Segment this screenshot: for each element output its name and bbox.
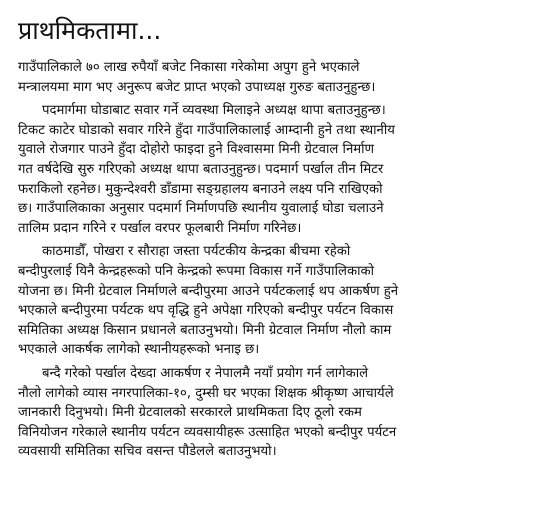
- paragraph-line: भएकाले बन्दीपुरमा पर्यटक थप वृद्धि हुने अपेक्षा गरिएको बन्दीपुर पर्यटन विकास: [18, 303, 394, 319]
- paragraph-line: बन्दै गरेको पर्खाल देख्दा आकर्षण र नेपालमै नयाँ प्रयोग गर्न लागेकाले: [42, 365, 369, 381]
- paragraph-line: टिकट काटेर घोडाको सवार गरिने हुँदा गाउँपालिकालाई आम्दानी हुने तथा स्थानीय: [18, 122, 395, 138]
- paragraph-line: तालिम प्रदान गरिने र पर्खाल वरपर फूलबारी निर्माण गरिनेछ।: [18, 220, 302, 236]
- paragraph-line: व्यवसायी समितिका सचिव वसन्त पौडेलले बताउनुभयो।: [18, 444, 277, 460]
- article-body: [18, 58, 517, 462]
- article-paragraph: [18, 58, 517, 97]
- paragraph-line: जानकारी दिनुभयो। मिनी ग्रेटवालको सरकारले प्राथमिकता दिए ठूलो रकम: [18, 405, 362, 421]
- paragraph-line: गाउँपालिकाले ७० लाख रुपैयाँ बजेट निकासा गरेकोमा अपुग हुने भएकाले: [18, 60, 360, 75]
- paragraph-line: भएकाले आकर्षक लागेको स्थानीयहरूको भनाइ छ।: [18, 342, 260, 358]
- paragraph-line: योजना छ। मिनी ग्रेटवाल निर्माणले बन्दीपुरमा आउने पर्यटकलाई थप आकर्षण हुने: [18, 283, 399, 299]
- paragraph-line: छ। गाउँपालिकाका अनुसार पदमार्ग निर्माणपछि स्थानीय युवालाई घोडा चलाउने: [18, 201, 384, 217]
- paragraph-line: फराकिलो रहनेछ। मुकुन्देश्वरी डाँडामा सङ्ग्रहालय बनाउने लक्ष्य पनि राखिएको: [18, 181, 383, 197]
- paragraph-line: काठमाडौँ, पोखरा र सौराहा जस्ता पर्यटकीय केन्द्रका बीचमा रहेको: [42, 244, 351, 260]
- paragraph-line: बन्दीपुरलाई यिनै केन्द्रहरूको पनि केन्द्रको रूपमा विकास गर्ने गाउँपालिकाको: [18, 263, 375, 279]
- article-paragraph: [18, 101, 517, 238]
- article-paragraph: [18, 364, 517, 462]
- paragraph-line: पदमार्गमा घोडाबाट सवार गर्ने व्यवस्था मिलाइने अध्यक्ष थापा बताउनुहुन्छ।: [42, 103, 386, 119]
- paragraph-line: मन्त्रालयमा माग भए अनुरूप बजेट प्राप्त भएको उपाध्यक्ष गुरुङ बताउनुहुन्छ।: [18, 79, 376, 95]
- article-title: प्राथमिकतामा...: [18, 16, 162, 45]
- paragraph-line: युवाले रोजगार पाउने हुँदा दोहोरो फाइदा हुने विश्वासमा मिनी ग्रेटवाल निर्माण: [18, 142, 375, 158]
- article-paragraph: [18, 242, 517, 360]
- paragraph-line: गत वर्षदेखि सुरु गरिएको अध्यक्ष थापा बताउनुहुन्छ। पदमार्ग पर्खाल तीन मिटर: [18, 161, 384, 177]
- paragraph-line: विनियोजन गरेकाले स्थानीय पर्यटन व्यवसायीहरू उत्साहित भएको बन्दीपुर पर्यटन: [18, 424, 397, 440]
- paragraph-line: समितिका अध्यक्ष किसान प्रधानले बताउनुभयो। मिनी ग्रेटवाल निर्माण नौलो काम: [18, 322, 392, 338]
- paragraph-line: नौलो लागेको व्यास नगरपालिका-१०, दुम्सी घर भएका शिक्षक श्रीकृष्ण आचार्यले: [18, 385, 394, 401]
